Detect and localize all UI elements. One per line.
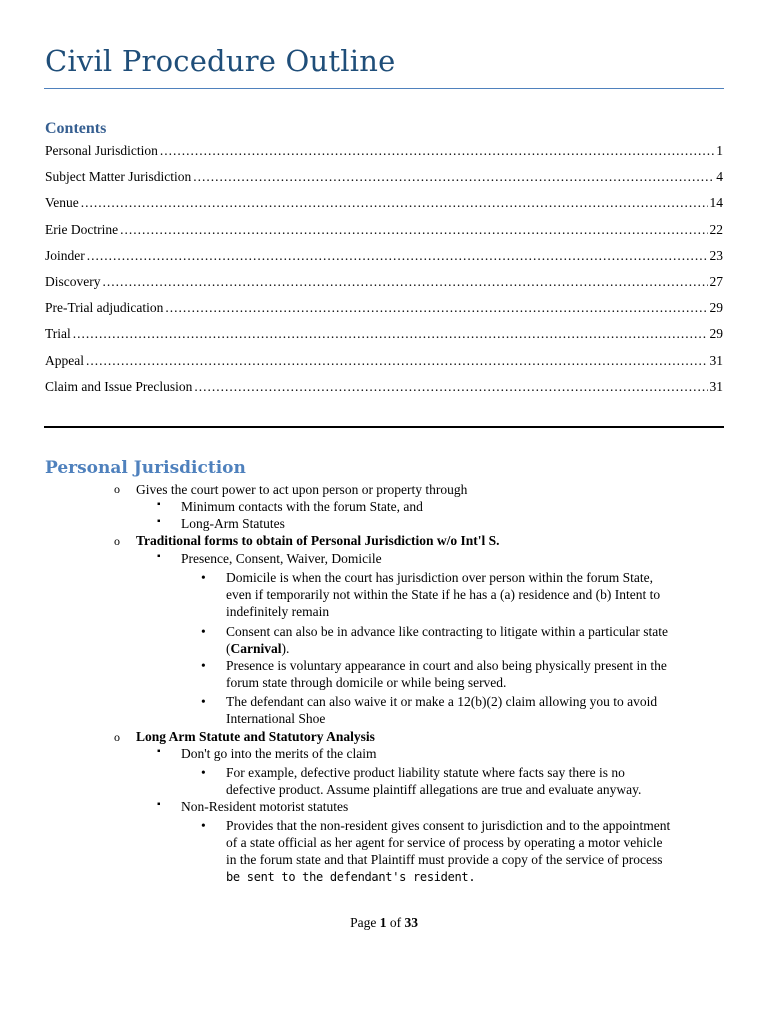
total-pages: 33 xyxy=(404,915,418,930)
toc-page-number: 22 xyxy=(709,221,723,237)
toc-page-number: 31 xyxy=(709,378,723,394)
text-fragment: ( xyxy=(226,641,231,656)
level3-bullet: • xyxy=(201,765,206,780)
toc-label: Pre-Trial adjudication xyxy=(45,300,164,316)
toc-page-number: 31 xyxy=(709,352,723,368)
toc-label: Joinder xyxy=(45,247,85,263)
toc-label: Erie Doctrine xyxy=(45,221,119,237)
outline-text: be sent to the defendant's resident. xyxy=(226,870,476,884)
level2-bullet: ▪ xyxy=(157,516,161,527)
outline-text: Domicile is when the court has jurisdiction over person within the forum State, xyxy=(226,570,654,585)
outline-text: Don't go into the merits of the claim xyxy=(181,746,377,761)
level2-bullet: ▪ xyxy=(157,799,161,810)
outline-text: indefinitely remain xyxy=(226,604,330,619)
toc-label: Discovery xyxy=(45,273,101,289)
toc-label: Claim and Issue Preclusion xyxy=(45,378,193,394)
level1-bullet: o xyxy=(114,534,120,548)
level2-bullet: ▪ xyxy=(157,551,161,562)
toc-page-number: 23 xyxy=(709,247,723,263)
outline-text: International Shoe xyxy=(226,711,326,726)
level2-bullet: ▪ xyxy=(157,746,161,757)
page-footer xyxy=(0,915,768,931)
current-page-number: 1 xyxy=(379,915,387,930)
outline-text: The defendant can also waive it or make a 12(b)(2) claim allowing you to avoid xyxy=(226,694,658,709)
outline-text: Long Arm Statute and Statutory Analysis xyxy=(136,729,375,744)
outline-text: Minimum contacts with the forum State, and xyxy=(181,499,423,514)
outline-text: Traditional forms to obtain of Personal Jurisdiction w/o Int'l S. xyxy=(136,533,500,548)
level3-bullet: • xyxy=(201,818,206,833)
footer-prefix: Page xyxy=(350,915,380,930)
outline-text: defective product. Assume plaintiff allegations are true and evaluate anyway. xyxy=(226,782,642,797)
toc-page-number: 1 xyxy=(716,143,723,158)
level1-bullet: o xyxy=(114,482,120,496)
level1-bullet: o xyxy=(114,730,120,744)
text-fragment: ). xyxy=(281,641,290,656)
toc-label: Appeal xyxy=(45,352,84,368)
case-name: Carnival xyxy=(230,641,282,656)
toc-page-number: 14 xyxy=(709,195,723,211)
outline-text: Presence is voluntary appearance in court and also being physically present in the xyxy=(226,658,667,673)
toc-label: Subject Matter Jurisdiction xyxy=(45,169,192,185)
toc-page-number: 29 xyxy=(709,326,723,342)
outline-text: of a state official as her agent for service of process by operating a motor vehicle xyxy=(226,835,663,850)
outline-text: even if temporarily not within the State if he has a (a) residence and (b) Intent to xyxy=(226,587,661,602)
document-title: Civil Procedure Outline xyxy=(45,44,396,78)
outline-text: For example, defective product liability statute where facts say there is no xyxy=(226,765,625,780)
level3-bullet: • xyxy=(201,624,206,639)
toc-label: Venue xyxy=(45,195,79,211)
section-heading: Personal Jurisdiction xyxy=(45,458,246,478)
outline-text: Gives the court power to act upon person or property through xyxy=(136,482,468,497)
level3-bullet: • xyxy=(201,570,206,585)
outline-text: Provides that the non-resident gives consent to jurisdiction and to the appointment xyxy=(226,818,671,833)
outline-text: Consent can also be in advance like contracting to litigate within a particular state xyxy=(226,624,668,639)
toc-page-number: 4 xyxy=(716,169,723,185)
outline-text: forum state through domicile or while being served. xyxy=(226,675,507,690)
level2-bullet: ▪ xyxy=(157,499,161,510)
toc-page-number: 29 xyxy=(709,300,723,316)
footer-of: of xyxy=(386,915,405,930)
contents-heading: Contents xyxy=(45,120,107,137)
outline-text: Presence, Consent, Waiver, Domicile xyxy=(181,551,382,566)
toc-label: Personal Jurisdiction xyxy=(45,143,158,158)
toc-label: Trial xyxy=(45,326,71,342)
outline-text: Long-Arm Statutes xyxy=(181,516,285,531)
outline-text: in the forum state and that Plaintiff must provide a copy of the service of process xyxy=(226,852,663,867)
outline-text: Non-Resident motorist statutes xyxy=(181,799,349,814)
outline-text xyxy=(226,641,289,657)
level3-bullet: • xyxy=(201,658,206,673)
level3-bullet: • xyxy=(201,694,206,709)
toc-page-number: 27 xyxy=(709,273,723,289)
